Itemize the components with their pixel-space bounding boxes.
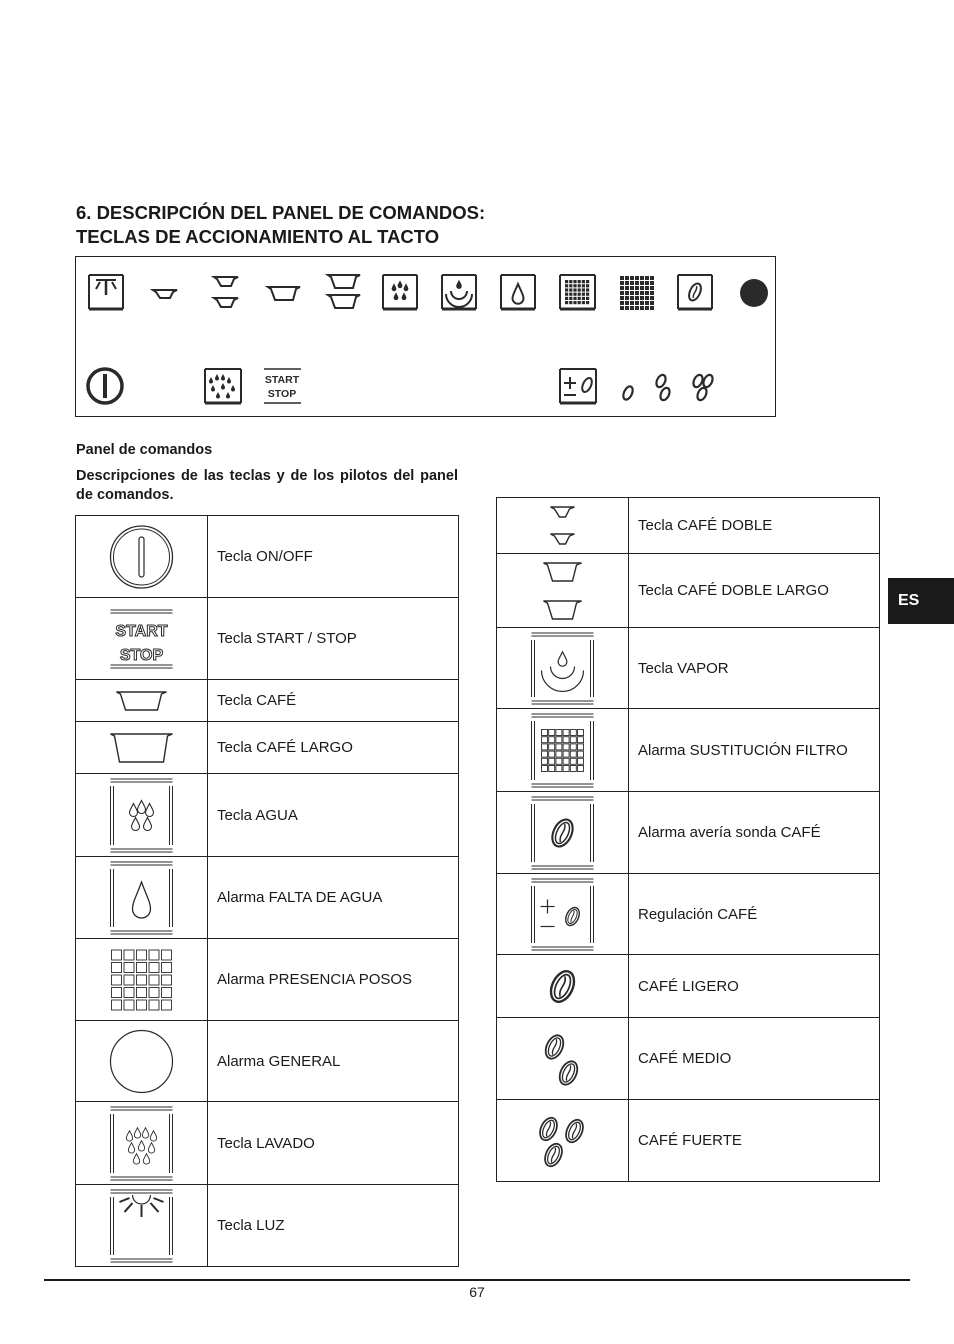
description-cell: Alarma FALTA DE AGUA [208,857,459,939]
icon-cell [76,774,208,857]
table-row [76,1185,459,1267]
water-shortage-icon [76,859,207,937]
coffee-regulation-icon [497,876,628,953]
description-cell: Alarma avería sonda CAFÉ [629,792,880,874]
description-cell: Alarma GENERAL [208,1021,459,1102]
panel-subtitle: Panel de comandos [76,442,213,458]
description-cell: Regulación CAFÉ [629,874,880,955]
table-row [76,939,459,1021]
control-panel-diagram [75,256,776,417]
filter-grid-icon [497,711,628,790]
section-title-line1: 6. DESCRIPCIÓN DEL PANEL DE COMANDOS: [76,202,486,223]
left-key-table [75,515,459,1267]
description-cell: Alarma PRESENCIA POSOS [208,939,459,1021]
coffee-cup-icon [76,682,207,720]
description-cell: Tecla LAVADO [208,1102,459,1185]
start-stop-icon [76,600,207,678]
icon-cell [76,1185,208,1267]
description-cell: Tecla CAFÉ DOBLE [629,498,880,554]
table-row [76,516,459,598]
table-row [497,498,880,554]
rinse-icon [76,1104,207,1183]
icon-cell [497,792,629,874]
description-cell: Tecla LUZ [208,1185,459,1267]
double-long-coffee-icon [497,556,628,626]
icon-cell [76,939,208,1021]
icon-cell [497,874,629,955]
panel-description: Descripciones de las teclas y de los pilotos del panel de comandos. [76,468,458,503]
table-row [497,709,880,792]
svg-text:STOP: STOP [119,646,164,664]
description-cell: Tecla CAFÉ LARGO [208,722,459,774]
icon-cell [497,955,629,1018]
page-number: 67 [469,1284,485,1300]
description-cell: Tecla CAFÉ [208,680,459,722]
coffee-probe-icon [497,794,628,872]
footer-rule [44,1279,910,1281]
description-cell: Tecla ON/OFF [208,516,459,598]
section-title [76,201,776,249]
water-drops-icon [76,776,207,855]
table-row [76,1102,459,1185]
table-row [497,955,880,1018]
icon-cell [497,1018,629,1100]
icon-cell [497,628,629,709]
table-row [76,680,459,722]
description-cell: Tecla AGUA [208,774,459,857]
description-cell: CAFÉ FUERTE [629,1100,880,1182]
description-cell: Alarma SUSTITUCIÓN FILTRO [629,709,880,792]
table-row [76,1021,459,1102]
icon-cell [497,554,629,628]
double-coffee-icon [497,500,628,552]
table-row [76,598,459,680]
description-cell: Tecla CAFÉ DOBLE LARGO [629,554,880,628]
icon-cell [76,598,208,680]
light-icon [76,1187,207,1265]
long-coffee-icon [76,724,207,772]
table-row [497,874,880,955]
table-row [497,1100,880,1182]
one-bean-icon [497,957,628,1016]
panel-start-label: START [264,374,300,386]
svg-text:START: START [115,622,168,640]
table-row [497,1018,880,1100]
description-cell: Tecla START / STOP [208,598,459,680]
two-beans-icon [497,1020,628,1098]
icon-cell [76,857,208,939]
description-cell: CAFÉ LIGERO [629,955,880,1018]
table-row [497,792,880,874]
icon-cell [76,1021,208,1102]
icon-cell [76,722,208,774]
icon-cell [497,1100,629,1182]
table-row [76,722,459,774]
description-cell: CAFÉ MEDIO [629,1018,880,1100]
table-row [76,857,459,939]
description-cell: Tecla VAPOR [629,628,880,709]
right-key-table [496,497,880,1182]
three-beans-icon [497,1102,628,1180]
table-row [497,554,880,628]
panel-stop-label: STOP [267,388,297,400]
icon-cell [76,516,208,598]
steam-icon [497,630,628,707]
icon-cell [497,709,629,792]
icon-cell [76,680,208,722]
general-alarm-icon [76,1023,207,1100]
icon-cell [76,1102,208,1185]
table-row [497,628,880,709]
section-title-line2: TECLAS DE ACCIONAMIENTO AL TACTO [76,226,440,247]
grounds-grid-icon [76,941,207,1019]
power-icon [76,518,207,596]
language-tab: ES [888,578,954,624]
icon-cell [497,498,629,554]
table-row [76,774,459,857]
